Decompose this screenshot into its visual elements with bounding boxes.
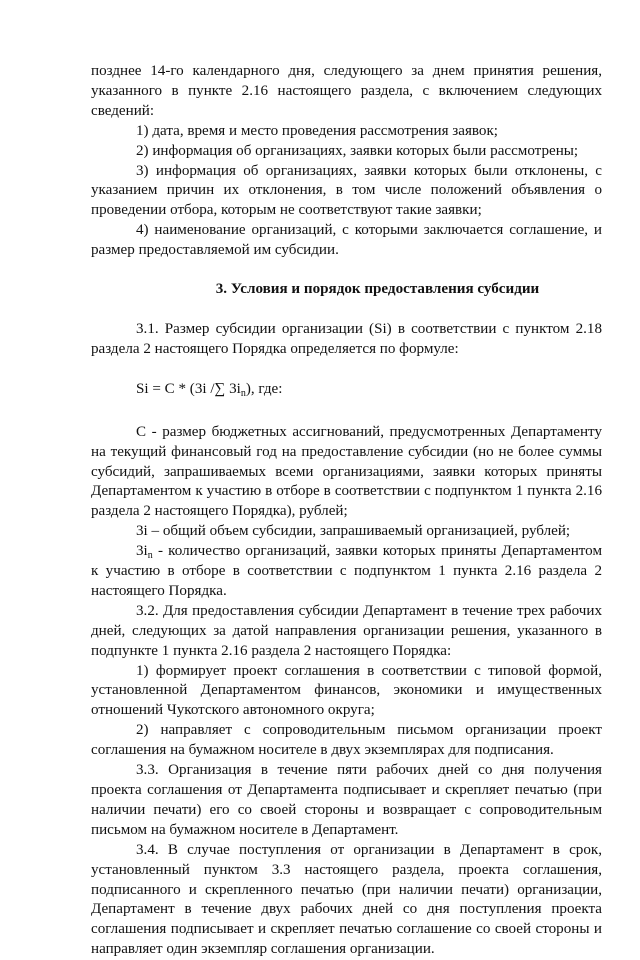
formula-lhs: Si = C * (3i /∑ 3i	[136, 380, 241, 397]
intro-paragraph: позднее 14-го календарного дня, следующего за днем принятия решения, указанного в пункте 2.16 настоящего раздела, с включением следующих сведений:	[91, 63, 602, 119]
definition-3in-text: - количество организаций, заявки которых приняты Департаментом к участию в отборе в соответствии с подпунктом 1 пункта 2.16 раздела 2 настоящего Порядка.	[91, 543, 602, 599]
list-item: 4) наименование организаций, с которыми заключается соглашение, и размер предоставляемой им субсидии.	[91, 222, 602, 259]
definition-c: C - размер бюджетных ассигнований, предусмотренных Департаменту на текущий финансовый год на предоставление субсидии (но не более суммы субсидий, запрашиваемых всеми организациями, заявки которых приняты Департаментом к участию в отборе в соответствии с подпунктом 1 пункта 2.16 раздела 2 настоящего Порядка), рублей;	[91, 423, 602, 520]
section-heading: 3. Условия и порядок предоставления субсидии	[215, 281, 540, 298]
list-item: 1) дата, время и место проведения рассмотрения заявок;	[136, 122, 498, 139]
definition-3in-symbol: 3i	[136, 543, 148, 560]
definition-3i: 3i – общий объем субсидии, запрашиваемый организацией, рублей;	[136, 523, 571, 540]
paragraph-3-2-1: 1) формирует проект соглашения в соответствии с типовой формой, установленной Департаментом финансов, экономики и имущественных отношений Чукотского автономного округа;	[91, 662, 602, 719]
formula	[91, 380, 602, 400]
paragraph-3-1: 3.1. Размер субсидии организации (Si) в соответствии с пунктом 2.18 раздела 2 настоящего Порядка определяется по формуле:	[91, 320, 602, 357]
definition-3in	[91, 542, 602, 602]
paragraph-3-4: 3.4. В случае поступления от организации в Департамент в срок, установленный пунктом 3.3 настоящего раздела, проекта соглашения, подписанного и скрепленного печатью (при наличии печати) организации, Департамент в течение двух рабочих дней со дня поступления проекта соглашения подписывает и скрепляет печатью соглашение со своей стороны и направляет один экземпляр соглашения организации.	[91, 841, 602, 958]
formula-rhs: ), где:	[245, 380, 283, 397]
list-item: 2) информация об организациях, заявки которых были рассмотрены;	[136, 142, 579, 159]
formula-subscript: n	[240, 387, 246, 399]
paragraph-3-2: 3.2. Для предоставления субсидии Департамент в течение трех рабочих дней, следующих за датой направления организации решения, указанного в подпункте 1 пункта 2.16 раздела 2 настоящего Порядка:	[91, 602, 602, 659]
definition-3in-subscript: n	[147, 550, 153, 562]
paragraph-3-3: 3.3. Организация в течение пяти рабочих дней со дня получения проекта соглашения от Департамента подписывает и скрепляет печатью (при наличии печати) его со своей стороны и возвращает с сопроводительным письмом на бумажном носителе в Департамент.	[91, 762, 602, 838]
paragraph-3-2-2: 2) направляет с сопроводительным письмом организации проект соглашения на бумажном носителе в двух экземплярах для подписания.	[91, 722, 602, 759]
list-item: 3) информация об организациях, заявки которых были отклонены, с указанием причин их отклонения, в том числе положений объявления о проведении отбора, которым не соответствуют такие заявки;	[91, 162, 602, 219]
